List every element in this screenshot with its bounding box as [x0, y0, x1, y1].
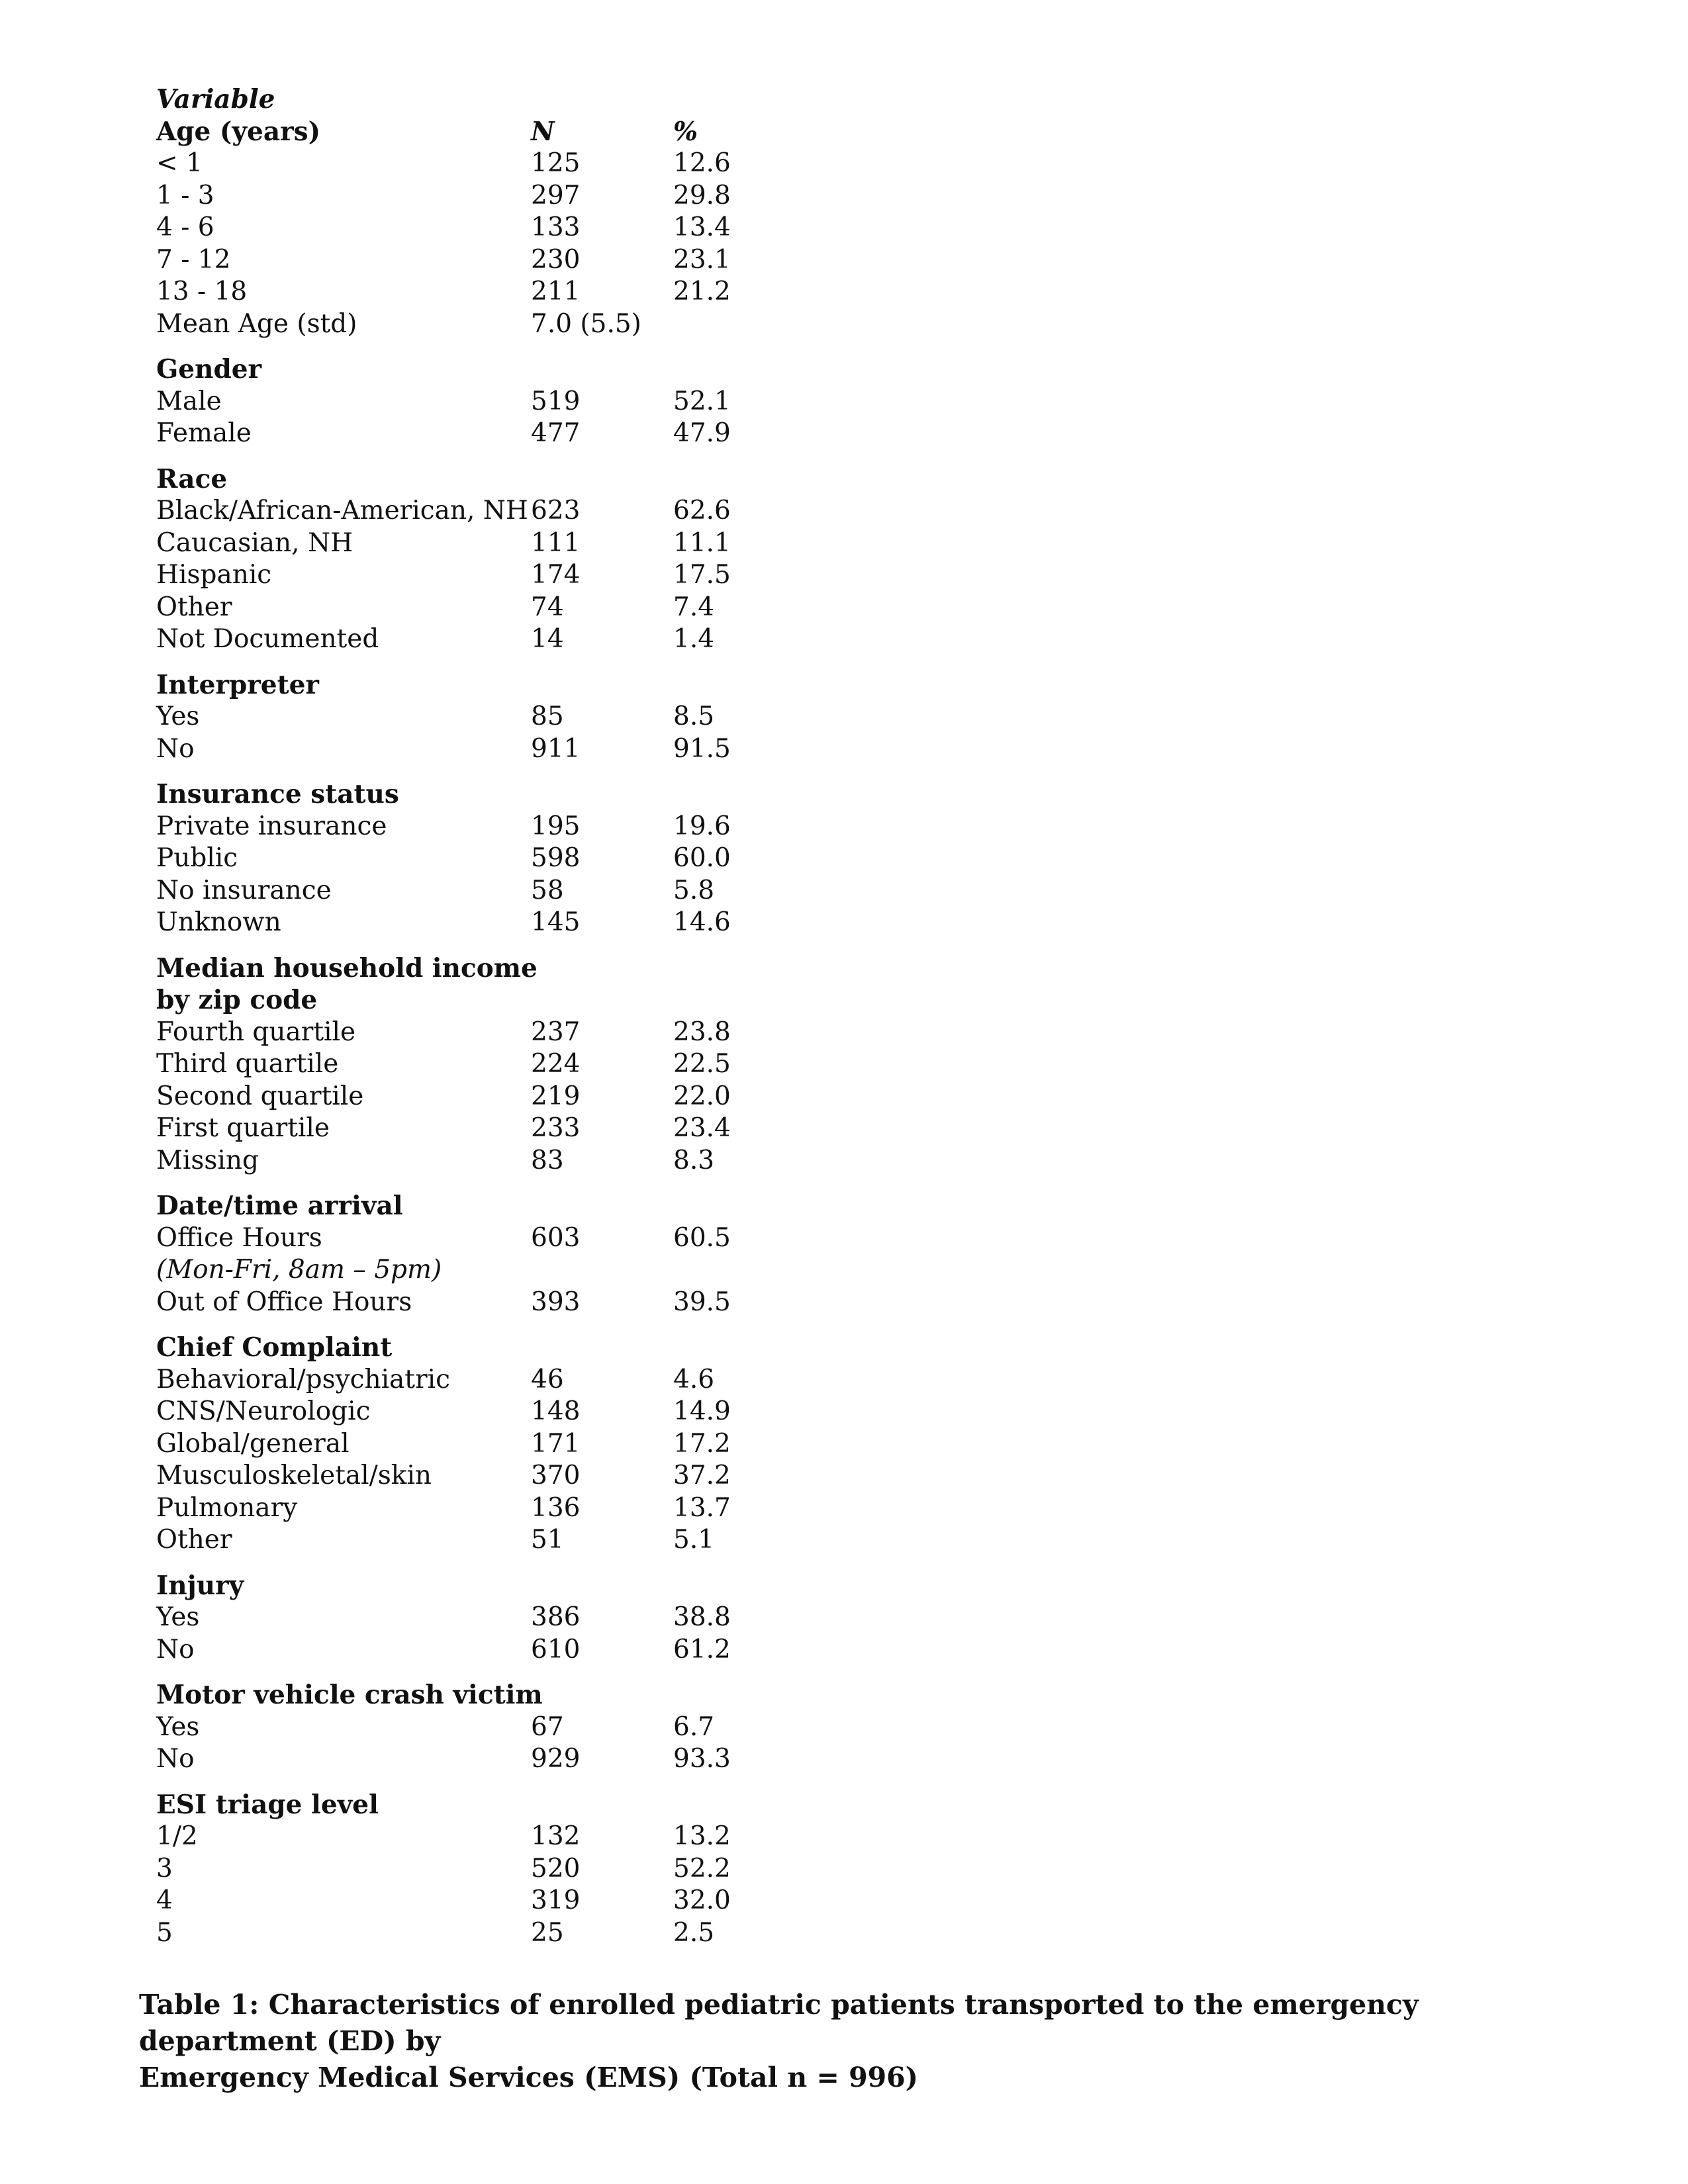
- row-label: Yes: [156, 1602, 200, 1632]
- row-pct-value: 13.7: [673, 1492, 731, 1523]
- table-row: [156, 1145, 818, 1177]
- group-title-row: [156, 1332, 818, 1364]
- row-n-value: 51: [531, 1525, 564, 1555]
- table-row: [156, 495, 818, 527]
- group-title-row: [156, 353, 818, 386]
- table-row: [156, 1254, 818, 1287]
- row-label: (Mon-Fri, 8am – 5pm): [156, 1255, 442, 1285]
- row-n-value: 148: [531, 1396, 581, 1426]
- row-label: First quartile: [156, 1113, 330, 1143]
- row-pct-value: 38.8: [673, 1602, 731, 1632]
- row-label: Fourth quartile: [156, 1017, 356, 1047]
- row-n-value: 929: [531, 1744, 581, 1774]
- row-label: Mean Age (std): [156, 308, 357, 339]
- row-pct-value: 7.4: [673, 592, 715, 622]
- row-pct-value: 93.3: [673, 1744, 731, 1774]
- group-title-continued: by zip code: [156, 985, 318, 1015]
- row-label: Missing: [156, 1145, 259, 1175]
- table-row: [156, 1081, 818, 1113]
- variable-group: [156, 1679, 818, 1776]
- row-n-value: 174: [531, 560, 581, 590]
- row-label: CNS/Neurologic: [156, 1396, 371, 1426]
- row-n-value: 145: [531, 907, 581, 937]
- row-pct-value: 23.1: [673, 244, 731, 275]
- row-n-value: 598: [531, 843, 581, 873]
- row-label: Yes: [156, 702, 200, 731]
- table-row: [156, 1634, 818, 1666]
- row-label: 13 - 18: [156, 277, 248, 306]
- table-row: [156, 212, 818, 244]
- row-pct-value: 11.1: [673, 527, 731, 558]
- n-column-header: N: [531, 116, 555, 147]
- table-row: [156, 1017, 818, 1049]
- variable-group: [156, 463, 818, 656]
- row-n-value: 25: [531, 1917, 564, 1948]
- group-title: Injury: [156, 1570, 244, 1601]
- row-n-value: 623: [531, 496, 581, 525]
- row-n-value: 477: [531, 418, 581, 448]
- row-label: Caucasian, NH: [156, 527, 353, 558]
- table-row: [156, 1524, 818, 1557]
- row-label: Other: [156, 592, 232, 622]
- table-row: [156, 1917, 818, 1950]
- row-label: Unknown: [156, 907, 281, 937]
- row-pct-value: 1.4: [673, 624, 715, 654]
- group-title-row: [156, 669, 818, 702]
- row-label: Black/African-American, NH: [156, 496, 528, 525]
- table-row: [156, 1492, 818, 1525]
- group-title: ESI triage level: [156, 1789, 379, 1820]
- row-pct-value: 8.3: [673, 1145, 715, 1175]
- row-n-value: 111: [531, 527, 581, 558]
- group-title-age: Age (years): [156, 116, 321, 147]
- variable-group: [156, 669, 818, 766]
- row-n-value: 136: [531, 1492, 581, 1523]
- variable-group: [156, 778, 818, 939]
- row-n-value: 195: [531, 811, 581, 841]
- row-label: Behavioral/psychiatric: [156, 1364, 450, 1394]
- row-pct-value: 37.2: [673, 1461, 731, 1490]
- table-row: [156, 1222, 818, 1255]
- row-n-value: 132: [531, 1821, 581, 1851]
- age-group-rows: [156, 148, 818, 340]
- row-pct-value: 22.5: [673, 1049, 731, 1079]
- table-row: [156, 1821, 818, 1853]
- row-n-value: 125: [531, 148, 581, 178]
- group-title: Date/time arrival: [156, 1191, 403, 1221]
- row-n-value: 297: [531, 180, 581, 210]
- table-row: [156, 875, 818, 907]
- table-row: [156, 811, 818, 843]
- row-pct-value: 22.0: [673, 1081, 731, 1111]
- variable-groups: [156, 353, 818, 1949]
- row-n-value: 230: [531, 244, 581, 275]
- group-title-row: [156, 952, 818, 985]
- table-row: [156, 1428, 818, 1461]
- row-n-value: 46: [531, 1364, 564, 1394]
- row-n-value: 67: [531, 1711, 564, 1742]
- row-pct-value: 13.2: [673, 1821, 731, 1851]
- row-pct-value: 60.0: [673, 843, 731, 873]
- table-header-row: [156, 116, 818, 148]
- row-n-value: 58: [531, 875, 564, 905]
- row-pct-value: 5.1: [673, 1525, 715, 1555]
- row-n-value: 83: [531, 1145, 564, 1175]
- row-label: No: [156, 1744, 195, 1774]
- row-label: No: [156, 733, 195, 764]
- row-label: Out of Office Hours: [156, 1287, 412, 1317]
- characteristics-table: [156, 83, 818, 1949]
- row-label: Global/general: [156, 1428, 350, 1459]
- table-header-variable-row: [156, 83, 818, 116]
- table-row: [156, 386, 818, 418]
- row-label: Second quartile: [156, 1081, 364, 1111]
- group-title-row: [156, 984, 818, 1017]
- row-label: 4 - 6: [156, 212, 214, 242]
- row-label: 4: [156, 1886, 173, 1915]
- row-pct-value: 12.6: [673, 148, 731, 178]
- row-label: 1/2: [156, 1821, 198, 1851]
- group-title-row: [156, 1190, 818, 1222]
- row-pct-value: 23.4: [673, 1113, 731, 1143]
- row-label: Third quartile: [156, 1049, 339, 1079]
- table-row: [156, 1853, 818, 1886]
- row-pct-value: 6.7: [673, 1711, 715, 1742]
- table-row: [156, 907, 818, 939]
- group-title-row: [156, 463, 818, 496]
- table-caption: [139, 1987, 1595, 2096]
- caption-line-2: Emergency Medical Services (EMS) (Total n = 996): [139, 2062, 919, 2093]
- row-label: 1 - 3: [156, 180, 214, 210]
- row-pct-value: 52.1: [673, 386, 731, 416]
- row-label: Pulmonary: [156, 1492, 298, 1523]
- group-title: Race: [156, 463, 228, 494]
- row-pct-value: 32.0: [673, 1886, 731, 1915]
- row-pct-value: 19.6: [673, 811, 731, 841]
- group-title: Insurance status: [156, 779, 399, 809]
- variable-group: [156, 952, 818, 1177]
- row-n-value: 911: [531, 733, 581, 764]
- row-label: Office Hours: [156, 1222, 322, 1253]
- row-n-value: 133: [531, 212, 581, 242]
- table-row: [156, 1460, 818, 1492]
- row-n-value: 233: [531, 1113, 581, 1143]
- row-pct-value: 8.5: [673, 702, 715, 731]
- row-pct-value: 5.8: [673, 875, 715, 905]
- table-row: [156, 1364, 818, 1396]
- table-row: [156, 1885, 818, 1917]
- row-pct-value: 61.2: [673, 1634, 731, 1664]
- row-pct-value: 47.9: [673, 418, 731, 448]
- table-row: [156, 623, 818, 656]
- row-pct-value: 21.2: [673, 277, 731, 306]
- row-pct-value: 60.5: [673, 1222, 731, 1253]
- row-label: 7 - 12: [156, 244, 231, 275]
- row-label: 5: [156, 1917, 173, 1948]
- row-label: Private insurance: [156, 811, 387, 841]
- row-n-value: 370: [531, 1461, 581, 1490]
- group-title-row: [156, 1570, 818, 1602]
- variable-group: [156, 1570, 818, 1666]
- group-title-row: [156, 1679, 818, 1711]
- row-n-value: 85: [531, 702, 564, 731]
- table-row: [156, 1711, 818, 1744]
- row-label: Musculoskeletal/skin: [156, 1461, 432, 1490]
- row-pct-value: 62.6: [673, 496, 731, 525]
- row-pct-value: 52.2: [673, 1853, 731, 1884]
- table-row: [156, 180, 818, 212]
- table-row: [156, 418, 818, 450]
- row-pct-value: 17.5: [673, 560, 731, 590]
- row-pct-value: 91.5: [673, 733, 731, 764]
- row-n-value: 224: [531, 1049, 581, 1079]
- table-row: [156, 559, 818, 592]
- table-row: [156, 308, 818, 341]
- row-label: Other: [156, 1525, 232, 1555]
- table-row: [156, 1287, 818, 1319]
- row-n-value: 171: [531, 1428, 581, 1459]
- variable-group: [156, 1190, 818, 1318]
- table-row: [156, 701, 818, 733]
- row-n-value: 386: [531, 1602, 581, 1632]
- group-title: Median household income: [156, 952, 538, 983]
- variable-group: [156, 1332, 818, 1557]
- variable-header: Variable: [156, 84, 275, 114]
- row-n-value: 211: [531, 277, 581, 306]
- row-label: 3: [156, 1853, 173, 1884]
- row-n-value: 74: [531, 592, 564, 622]
- table-row: [156, 842, 818, 875]
- group-title: Chief Complaint: [156, 1332, 393, 1363]
- caption-line-1: Table 1: Characteristics of enrolled pediatric patients transported to the emergency department (ED) by: [139, 1989, 1419, 2057]
- group-title-row: [156, 1789, 818, 1821]
- row-pct-value: 29.8: [673, 180, 731, 210]
- row-n-value: 603: [531, 1222, 581, 1253]
- row-label: Yes: [156, 1711, 200, 1742]
- row-pct-value: 17.2: [673, 1428, 731, 1459]
- table-row: [156, 276, 818, 308]
- row-label: Hispanic: [156, 560, 272, 590]
- row-label: Female: [156, 418, 252, 448]
- table-row: [156, 1743, 818, 1776]
- table-row: [156, 1602, 818, 1634]
- row-label: No insurance: [156, 875, 332, 905]
- table-row: [156, 733, 818, 766]
- group-title-row: [156, 778, 818, 811]
- row-n-value: 610: [531, 1634, 581, 1664]
- group-title: Motor vehicle crash victim: [156, 1680, 543, 1710]
- row-n-value: 7.0 (5.5): [531, 308, 641, 339]
- row-label: No: [156, 1634, 195, 1664]
- table-row: [156, 1113, 818, 1145]
- row-label: Male: [156, 386, 222, 416]
- table-row: [156, 148, 818, 180]
- row-pct-value: 2.5: [673, 1917, 715, 1948]
- row-n-value: 519: [531, 386, 581, 416]
- table-row: [156, 527, 818, 560]
- table-row: [156, 1048, 818, 1081]
- row-pct-value: 14.6: [673, 907, 731, 937]
- row-n-value: 319: [531, 1886, 581, 1915]
- table-row: [156, 1396, 818, 1428]
- row-pct-value: 23.8: [673, 1017, 731, 1047]
- row-pct-value: 13.4: [673, 212, 731, 242]
- table-row: [156, 592, 818, 624]
- table-row: [156, 244, 818, 277]
- row-n-value: 14: [531, 624, 564, 654]
- row-pct-value: 39.5: [673, 1287, 731, 1317]
- row-n-value: 237: [531, 1017, 581, 1047]
- row-n-value: 393: [531, 1287, 581, 1317]
- group-title: Gender: [156, 354, 262, 385]
- row-label: Not Documented: [156, 624, 379, 654]
- pct-column-header: %: [673, 116, 698, 147]
- row-label: < 1: [156, 148, 203, 178]
- row-n-value: 520: [531, 1853, 581, 1884]
- group-title: Interpreter: [156, 669, 319, 700]
- variable-group: [156, 1789, 818, 1950]
- row-pct-value: 14.9: [673, 1396, 731, 1426]
- variable-group: [156, 353, 818, 450]
- row-n-value: 219: [531, 1081, 581, 1111]
- row-pct-value: 4.6: [673, 1364, 715, 1394]
- row-label: Public: [156, 843, 238, 873]
